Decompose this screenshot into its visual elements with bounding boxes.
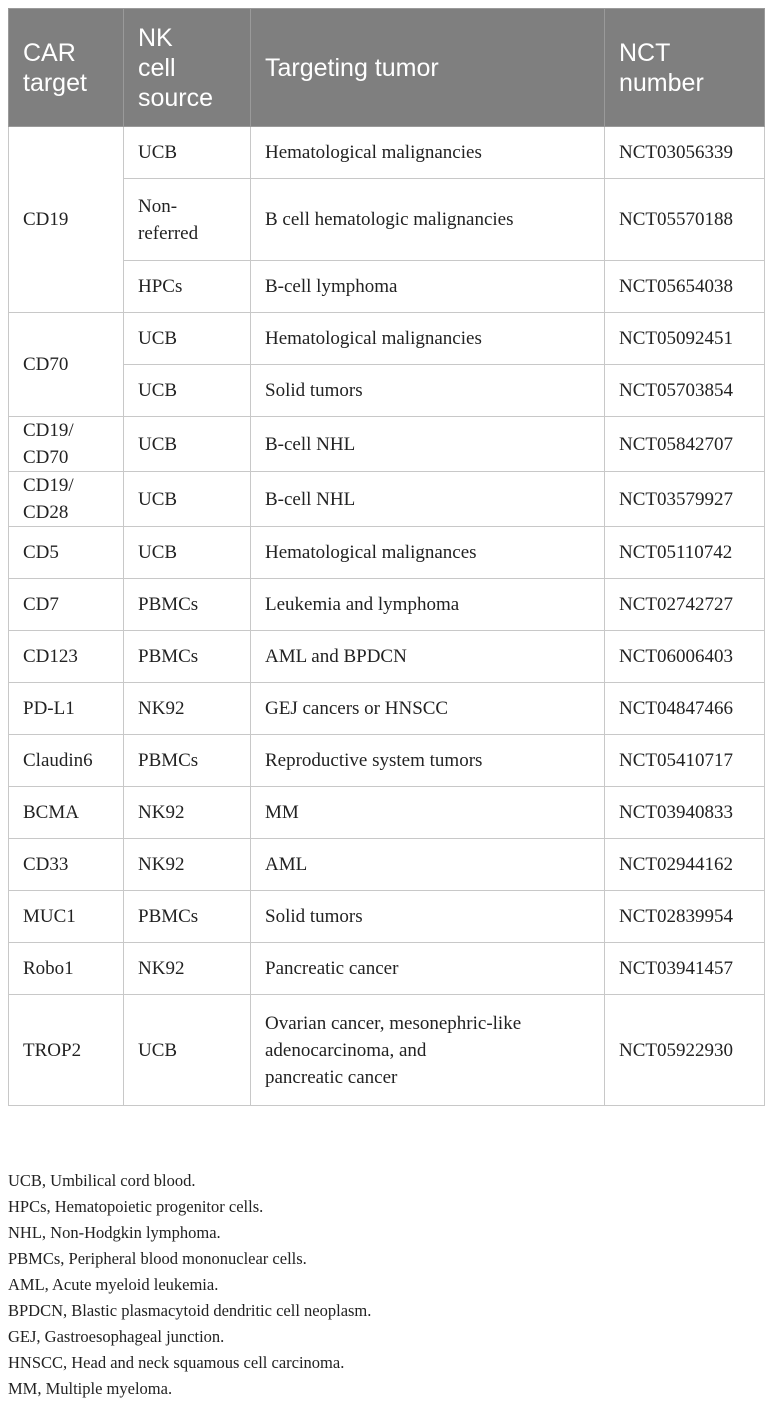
cell-targeting-tumor [251, 127, 605, 179]
table-row [9, 891, 765, 943]
cell-line: Claudin6 [23, 750, 93, 771]
cell-nk-source [124, 417, 251, 472]
table-row [9, 472, 765, 527]
cell-nct-number: NCT05092451 [605, 313, 765, 365]
cell-line: Reproductive system tumors [265, 750, 483, 771]
cell-nk-source [124, 839, 251, 891]
cell-targeting-tumor [251, 631, 605, 683]
cell-targeting-tumor [251, 313, 605, 365]
cell-nct-number: NCT02742727 [605, 579, 765, 631]
cell-line: NK92 [138, 854, 185, 875]
cell-line: PD-L1 [23, 698, 75, 719]
cell-car-target [9, 735, 124, 787]
cell-targeting-tumor [251, 839, 605, 891]
cell-targeting-tumor [251, 417, 605, 472]
cell-line: CD28 [23, 502, 69, 523]
cell-targeting-tumor [251, 891, 605, 943]
cell-line: UCB [138, 488, 178, 510]
cell-targeting-tumor [251, 787, 605, 839]
cell-car-target [9, 127, 124, 313]
cell-line: UCB [138, 433, 178, 455]
header-line: CAR [23, 38, 76, 67]
cell-line: Non- [138, 195, 178, 217]
cell-car-target [9, 891, 124, 943]
cell-nk-source [124, 527, 251, 579]
table-row [9, 683, 765, 735]
cell-line: Hematological malignancies [265, 142, 482, 163]
header-targeting-tumor [251, 9, 605, 127]
cell-line: adenocarcinoma, and [265, 1039, 427, 1061]
cell-car-target [9, 631, 124, 683]
cell-nct-number: NCT02839954 [605, 891, 765, 943]
cell-nk-source [124, 891, 251, 943]
table-row [9, 631, 765, 683]
cell-nk-source [124, 127, 251, 179]
header-line: NCT [619, 38, 671, 67]
cell-nk-source [124, 261, 251, 313]
footnote: NHL, Non-Hodgkin lymphoma. [8, 1223, 221, 1242]
cell-targeting-tumor [251, 472, 605, 527]
footnote: AML, Acute myeloid leukemia. [8, 1275, 219, 1294]
table-row [9, 787, 765, 839]
cell-line: AML and BPDCN [265, 646, 407, 667]
header-car-target [9, 9, 124, 127]
cell-line: CD70 [23, 447, 69, 468]
cell-line: UCB [138, 380, 178, 401]
cell-nk-source [124, 472, 251, 527]
table-row [9, 417, 765, 472]
cell-line: CD5 [23, 542, 59, 563]
cell-car-target [9, 839, 124, 891]
footnote: MM, Multiple myeloma. [8, 1379, 173, 1398]
cell-line: B cell hematologic malignancies [265, 209, 514, 230]
cell-line: HPCs [138, 276, 183, 297]
cell-line: Robo1 [23, 958, 74, 979]
cell-line: MM [265, 802, 299, 823]
cell-line: NK92 [138, 698, 185, 719]
cell-line: B-cell lymphoma [265, 276, 398, 297]
cell-nct-number: NCT04847466 [605, 683, 765, 735]
cell-line: CD19/ [23, 475, 74, 496]
cell-nct-number: NCT05570188 [605, 179, 765, 261]
cell-nk-source [124, 787, 251, 839]
cell-line: NK92 [138, 802, 185, 823]
cell-nk-source [124, 365, 251, 417]
footnote: HPCs, Hematopoietic progenitor cells. [8, 1197, 264, 1216]
cell-targeting-tumor [251, 579, 605, 631]
cell-car-target [9, 995, 124, 1106]
cell-targeting-tumor [251, 995, 605, 1106]
table-row [9, 579, 765, 631]
footnote: UCB, Umbilical cord blood. [8, 1171, 196, 1190]
cell-line: Hematological malignances [265, 542, 477, 563]
cell-line: Solid tumors [265, 906, 363, 927]
cell-car-target [9, 527, 124, 579]
cell-line: PBMCs [138, 906, 199, 927]
cell-nk-source [124, 631, 251, 683]
cell-car-target [9, 472, 124, 527]
table-row [9, 839, 765, 891]
footnote: BPDCN, Blastic plasmacytoid dendritic cell neoplasm. [8, 1301, 372, 1320]
cell-nct-number: NCT03941457 [605, 943, 765, 995]
cell-car-target [9, 943, 124, 995]
cell-car-target [9, 579, 124, 631]
cell-targeting-tumor [251, 735, 605, 787]
cell-line: CD7 [23, 594, 59, 615]
cell-nct-number: NCT05842707 [605, 417, 765, 472]
cell-line: CD70 [23, 354, 69, 375]
footnote: PBMCs, Peripheral blood mononuclear cells. [8, 1249, 307, 1268]
table-body [9, 127, 765, 1106]
cell-line: B-cell NHL [265, 488, 356, 510]
cell-line: CD19/ [23, 420, 74, 441]
table-row [9, 127, 765, 179]
table-row [9, 527, 765, 579]
cell-nk-source [124, 995, 251, 1106]
header-line: cell [138, 53, 176, 82]
cell-nk-source [124, 735, 251, 787]
table-header [9, 9, 765, 127]
cell-line: referred [138, 222, 199, 244]
cell-nk-source [124, 683, 251, 735]
cell-line: AML [265, 854, 308, 875]
header-row [9, 9, 765, 127]
cell-nct-number: NCT03940833 [605, 787, 765, 839]
header-line: NK [138, 23, 173, 52]
cell-nk-source [124, 179, 251, 261]
cell-line: CD19 [23, 209, 69, 230]
cell-line: PBMCs [138, 750, 199, 771]
table-row [9, 995, 765, 1106]
cell-nct-number: NCT06006403 [605, 631, 765, 683]
cell-car-target [9, 313, 124, 417]
header-nk-cell-source [124, 9, 251, 127]
cell-line: Solid tumors [265, 380, 363, 401]
header-line: target [23, 68, 87, 97]
cell-line: PBMCs [138, 646, 199, 667]
cell-targeting-tumor [251, 365, 605, 417]
header-line: source [138, 83, 214, 112]
cell-line: Pancreatic cancer [265, 958, 399, 979]
cell-nk-source [124, 943, 251, 995]
cell-line: CD33 [23, 854, 69, 875]
table-row [9, 735, 765, 787]
footnote: GEJ, Gastroesophageal junction. [8, 1327, 225, 1346]
cell-line: Leukemia and lymphoma [265, 594, 460, 615]
cell-line: MUC1 [23, 906, 76, 927]
cell-line: pancreatic cancer [265, 1066, 398, 1088]
cell-nct-number: NCT05922930 [605, 995, 765, 1106]
cell-nct-number: NCT05110742 [605, 527, 765, 579]
footnote: HNSCC, Head and neck squamous cell carcinoma. [8, 1353, 345, 1372]
cell-targeting-tumor [251, 943, 605, 995]
cell-line: UCB [138, 328, 178, 349]
cell-line: GEJ cancers or HNSCC [265, 698, 449, 719]
cell-car-target [9, 683, 124, 735]
cell-targeting-tumor [251, 261, 605, 313]
cell-targeting-tumor [251, 683, 605, 735]
car-nk-trials-table [8, 8, 765, 1106]
cell-line: CD123 [23, 646, 78, 667]
cell-nk-source [124, 313, 251, 365]
table-row [9, 313, 765, 365]
cell-nct-number: NCT05654038 [605, 261, 765, 313]
cell-line: PBMCs [138, 594, 199, 615]
table-footnotes [8, 1168, 764, 1402]
cell-line: TROP2 [23, 1039, 82, 1061]
cell-line: NK92 [138, 958, 185, 979]
cell-targeting-tumor [251, 179, 605, 261]
cell-targeting-tumor [251, 527, 605, 579]
cell-line: B-cell NHL [265, 433, 356, 455]
header-line: number [619, 68, 704, 97]
cell-line: UCB [138, 142, 178, 163]
cell-nct-number: NCT05410717 [605, 735, 765, 787]
cell-nct-number: NCT02944162 [605, 839, 765, 891]
cell-nk-source [124, 579, 251, 631]
cell-line: UCB [138, 1039, 178, 1061]
cell-car-target [9, 787, 124, 839]
cell-line: UCB [138, 542, 178, 563]
cell-nct-number: NCT03056339 [605, 127, 765, 179]
cell-line: BCMA [23, 802, 79, 823]
cell-line: Hematological malignancies [265, 328, 482, 349]
table-row [9, 943, 765, 995]
header-line: Targeting tumor [265, 53, 439, 82]
cell-nct-number: NCT05703854 [605, 365, 765, 417]
cell-line: Ovarian cancer, mesonephric-like [265, 1012, 522, 1034]
cell-nct-number: NCT03579927 [605, 472, 765, 527]
header-nct-number [605, 9, 765, 127]
cell-car-target [9, 417, 124, 472]
